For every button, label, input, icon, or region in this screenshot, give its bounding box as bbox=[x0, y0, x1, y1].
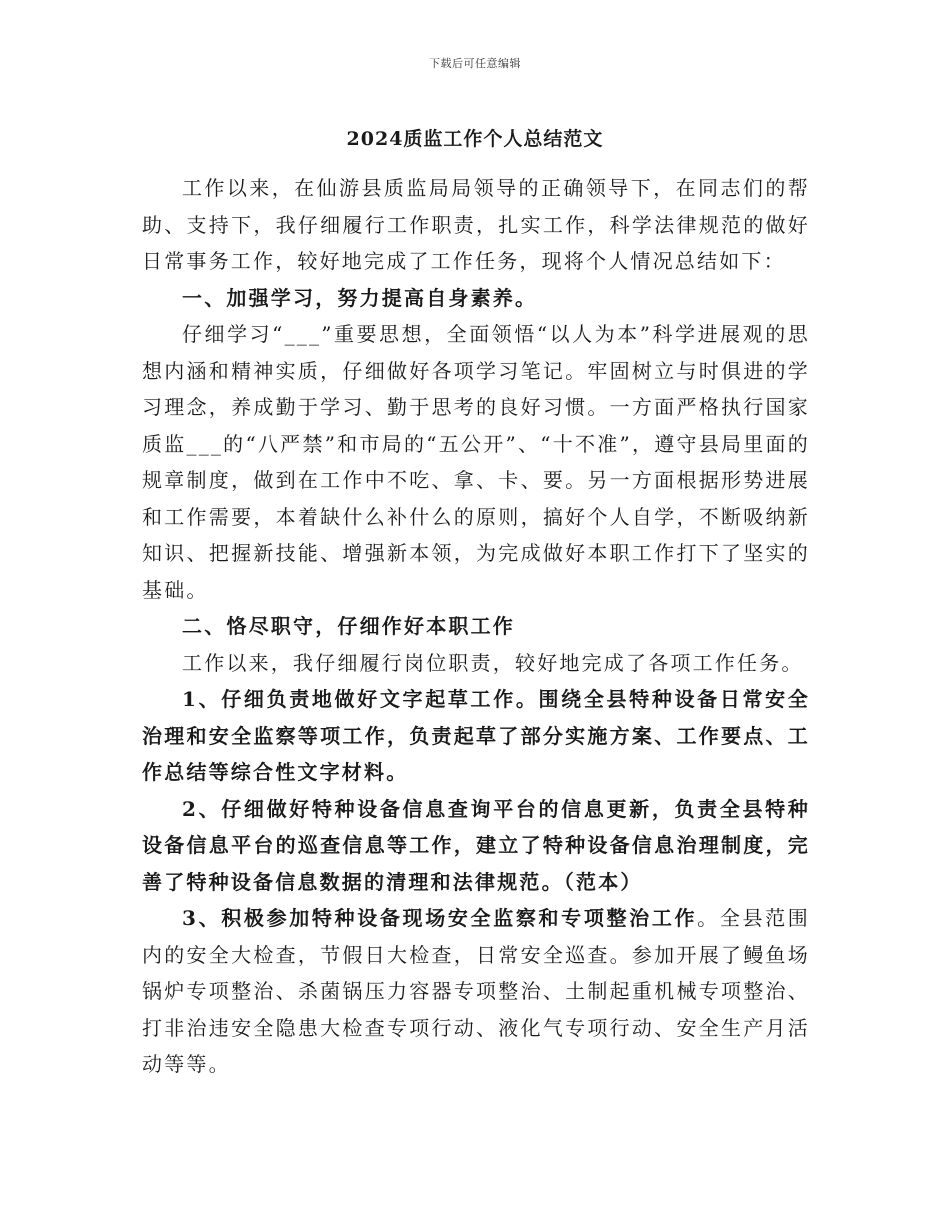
section-2-intro-paragraph: 工作以来，我仔细履行岗位职责，较好地完成了各项工作任务。 bbox=[182, 650, 804, 675]
item-1-paragraph: 1、仔细负责地做好文字起草工作。围绕全县特种设备日常安全治理和安全监察等项工作，负责起草了部分实施方案、工作要点、工作总结等综合性文字材料。 bbox=[142, 687, 810, 784]
section-1-paragraph: 仔细学习“___”重要思想，全面领悟“以人为本”科学进展观的思想内涵和精神实质，仔细做好各项学习笔记。牢固树立与时俱进的学习理念，养成勤于学习、勤于思考的良好习惯。一方面严格执行国家质监___的“八严禁”和市局的“五公开”、“十不准”，遵守县局里面的规章制度，做到在工作中不吃、拿、卡、要。另一方面根据形势进展和工作需要，本着缺什么补什么的原则，搞好个人自学，不断吸纳新知识、把握新技能、增强新本领，为完成做好本职工作打下了坚实的基础。 bbox=[142, 322, 810, 602]
page-header-note: 下载后可任意编辑 bbox=[429, 57, 521, 70]
intro-paragraph: 工作以来，在仙游县质监局局领导的正确领导下，在同志们的帮助、支持下，我仔细履行工作职责，扎实工作，科学法律规范的做好日常事务工作，较好地完成了工作任务，现将个人情况总结如下： bbox=[142, 176, 810, 273]
document-title: 2024质监工作个人总结范文 bbox=[346, 128, 604, 150]
item-3-rest: 。全县范围内的安全大检查，节假日大检查，日常安全巡查。参加开展了鳗鱼场锅炉专项整治、杀菌锅压力容器专项整治、土制起重机械专项整治、打非治违安全隐患大检查专项行动、液化气专项行动、安全生产月活动等等。 bbox=[142, 906, 811, 1076]
section-2-heading: 二、恪尽职守，仔细作好本职工作 bbox=[182, 614, 515, 638]
item-3-paragraph bbox=[142, 900, 810, 1083]
section-1-heading: 一、加强学习，努力提高自身素养。 bbox=[182, 285, 538, 310]
item-3-lead: 3、积极参加特种设备现场安全监察和专项整治工作 bbox=[182, 906, 698, 930]
document-body bbox=[142, 170, 810, 1083]
item-2-paragraph: 2、仔细做好特种设备信息查询平台的信息更新，负责全县特种设备信息平台的巡查信息等工作，建立了特种设备信息治理制度，完善了特种设备信息数据的清理和法律规范。（范本） bbox=[142, 796, 810, 894]
